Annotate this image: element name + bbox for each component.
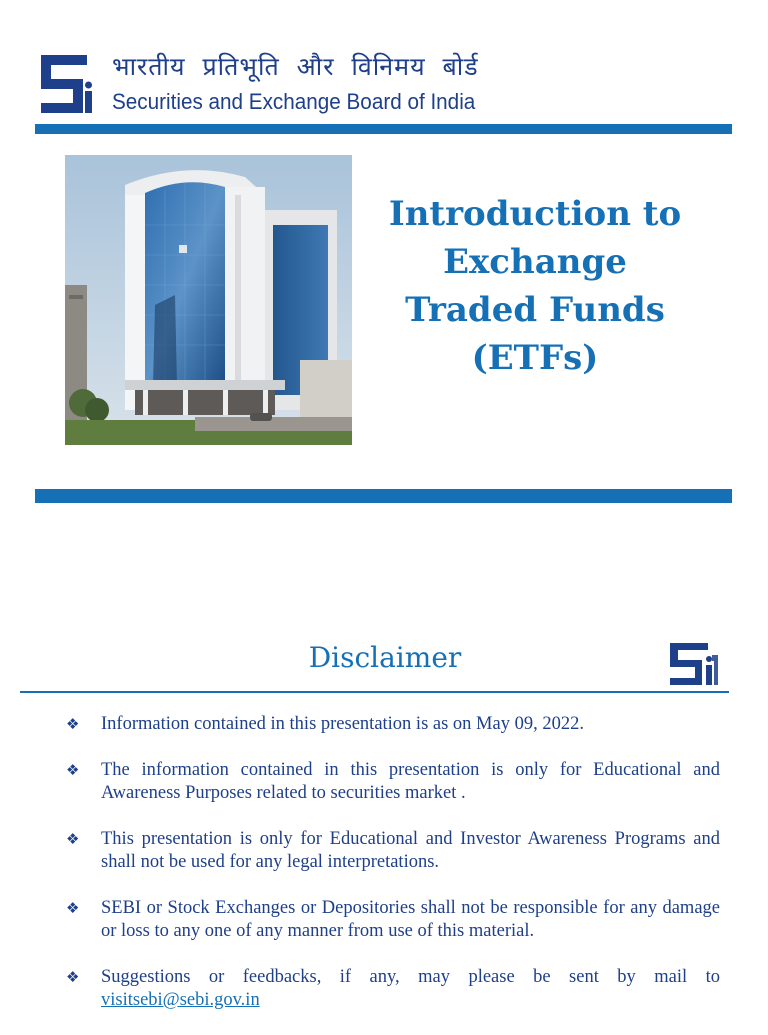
disclaimer-list: [66, 713, 720, 1035]
list-item: [66, 713, 720, 736]
point-text: Suggestions or feedbacks, if any, may please be sent by mail to: [101, 967, 720, 987]
feedback-email-link[interactable]: visitsebi@sebi.gov.in: [101, 990, 260, 1010]
list-item: [66, 966, 720, 1012]
presentation-title: [380, 190, 690, 382]
point-text: Information contained in this presentation is as on May 09, 2022.: [101, 714, 584, 734]
diamond-bullet-icon: ❖: [66, 968, 80, 986]
title-line: Exchange: [443, 242, 627, 282]
point-text: SEBI or Stock Exchanges or Depositories shall not be responsible for any damage or loss to any one of any manner from use of this material.: [101, 898, 720, 941]
disclaimer-heading: Disclaimer: [308, 641, 462, 674]
sebi-building-photo: [65, 155, 352, 445]
title-line: Traded Funds: [405, 290, 665, 330]
diamond-bullet-icon: ❖: [66, 830, 80, 848]
sebi-logo-icon: [668, 641, 721, 687]
diamond-bullet-icon: ❖: [66, 761, 80, 779]
title-line: Introduction to: [388, 194, 682, 234]
point-text: This presentation is only for Educational and Investor Awareness Programs and shall not be used for any legal interpretations.: [101, 829, 720, 872]
header-divider: [35, 124, 732, 134]
point-text: The information contained in this presentation is only for Educational and Awareness Purposes related to securities market .: [101, 760, 720, 803]
org-name-hindi: भारतीय प्रतिभूति और विनिमय बोर्ड: [112, 52, 479, 81]
slide-footer-divider: [35, 489, 732, 503]
sebi-logo-icon: [37, 51, 95, 117]
list-item: [66, 759, 720, 805]
list-item: [66, 828, 720, 874]
diamond-bullet-icon: ❖: [66, 899, 80, 917]
diamond-bullet-icon: ❖: [66, 715, 80, 733]
title-line: (ETFs): [471, 338, 599, 378]
disclaimer-divider: [20, 691, 729, 693]
org-name-english: Securities and Exchange Board of India: [112, 89, 476, 114]
list-item: [66, 897, 720, 943]
